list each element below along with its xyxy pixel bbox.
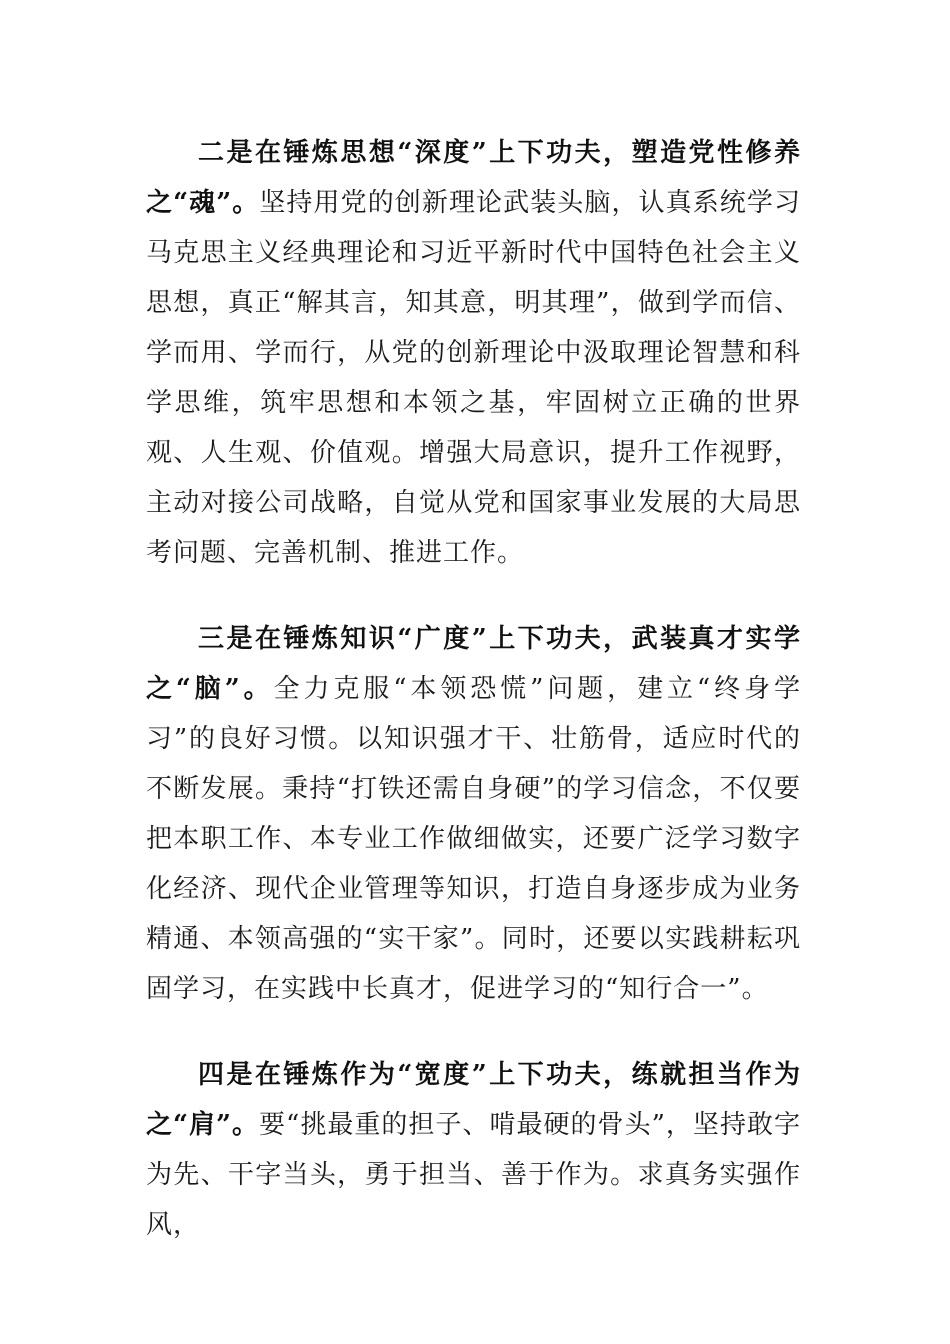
paragraph-2-heading: 二是在锤炼思想“深度”上下功夫，塑造党性修养之“魂”。 [146, 138, 801, 218]
paragraph-3 [146, 614, 801, 1014]
paragraph-3-body: 全力克服“本领恐慌”问题，建立“终身学习”的良好习惯。以知识强才干、壮筋骨，适应时代的不断发展。秉持“打铁还需自身硬”的学习信念，不仅要把本职工作、本专业工作做细做实，还要广泛学习数字化经济、现代企业管理等知识，打造自身逐步成为业务精通、本领高强的“实干家”。同时，还要以实践耕耘巩固学习，在实践中长真才，促进学习的“知行合一”。 [146, 674, 801, 1004]
paragraph-4 [146, 1050, 801, 1250]
paragraph-3-heading: 三是在锤炼知识“广度”上下功夫，武装真才实学之“脑”。 [146, 624, 801, 704]
document-page [146, 128, 801, 1286]
paragraph-2-body: 坚持用党的创新理论武装头脑，认真系统学习马克思主义经典理论和习近平新时代中国特色社会主义思想，真正“解其言，知其意，明其理”，做到学而信、学而用、学而行，从党的创新理论中汲取理论智慧和科学思维，筑牢思想和本领之基，牢固树立正确的世界观、人生观、价值观。增强大局意识，提升工作视野，主动对接公司战略，自觉从党和国家事业发展的大局思考问题、完善机制、推进工作。 [146, 188, 801, 568]
paragraph-4-heading: 四是在锤炼作为“宽度”上下功夫，练就担当作为之“肩”。 [146, 1060, 801, 1140]
paragraph-4-body: 要“挑最重的担子、啃最硬的骨头”，坚持敢字为先、干字当头，勇于担当、善于作为。求真务实强作风， [146, 1110, 801, 1240]
paragraph-2 [146, 128, 801, 578]
